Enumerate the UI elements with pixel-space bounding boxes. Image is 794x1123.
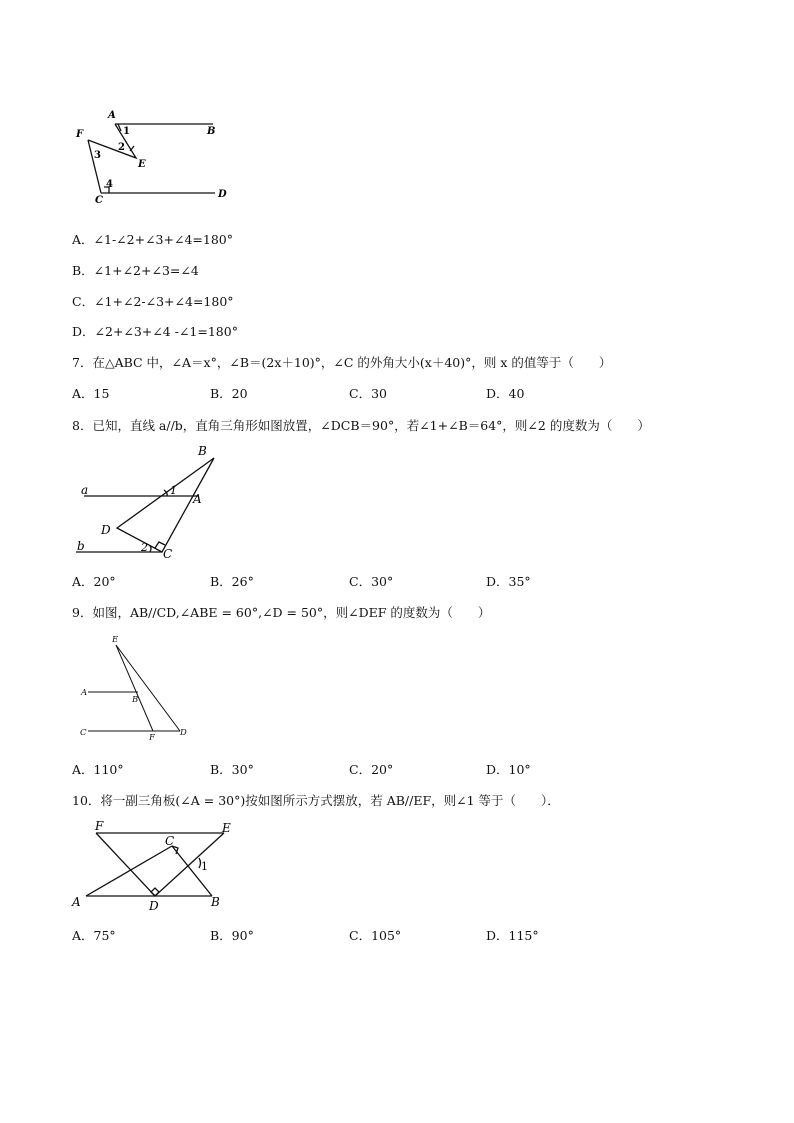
q10-label-C: C xyxy=(165,834,175,848)
q9-label-B: B xyxy=(132,695,139,705)
q8-label-C: C xyxy=(163,547,173,561)
q8-label-a: a xyxy=(81,483,89,497)
q10-label-A: A xyxy=(72,895,81,909)
q9-option-c[interactable]: C．20° xyxy=(349,762,394,777)
q10-angle-1: 1 xyxy=(201,860,208,873)
q7-option-a[interactable]: A．15 xyxy=(72,386,110,401)
q6-label-C: C xyxy=(95,195,103,206)
q7-question: 7．在△ABC 中，∠A＝x°，∠B＝(2x＋10)°，∠C 的外角大小(x＋40)°，则 x 的值等于（ ） xyxy=(72,355,612,370)
q10-label-B: B xyxy=(211,895,220,909)
q9-label-D: D xyxy=(180,728,187,738)
q6-label-E: E xyxy=(138,159,146,170)
q10-label-D: D xyxy=(149,899,159,913)
q10-question: 10．将一副三角板(∠A = 30°)按如图所示方式摆放，若 AB//EF，则∠1 等于（ ）． xyxy=(72,793,560,808)
q6-angle-1: 1 xyxy=(123,126,130,137)
q9-label-A: A xyxy=(81,688,88,698)
q9-option-d[interactable]: D．10° xyxy=(486,762,531,777)
q9-option-b[interactable]: B．30° xyxy=(210,762,254,777)
q6-option-c[interactable]: C．∠1+∠2-∠3+∠4=180° xyxy=(72,294,234,309)
q7-option-d[interactable]: D．40 xyxy=(486,386,525,401)
q8-label-b: b xyxy=(77,539,85,553)
q8-option-b[interactable]: B．26° xyxy=(210,574,254,589)
q8-option-a[interactable]: A．20° xyxy=(72,574,116,589)
q8-option-c[interactable]: C．30° xyxy=(349,574,394,589)
q6-angle-2: 2 xyxy=(118,142,125,153)
q6-label-D: D xyxy=(218,189,227,200)
q8-angle-1: 1 xyxy=(170,484,177,497)
q8-label-D: D xyxy=(101,523,111,537)
q8-question: 8．已知，直线 a//b，直角三角形如图放置，∠DCB＝90°，若∠1+∠B＝64°，则∠2 的度数为（ ） xyxy=(72,418,650,433)
q9-option-a[interactable]: A．110° xyxy=(72,762,124,777)
q8-label-A: A xyxy=(193,492,202,506)
q10-option-b[interactable]: B．90° xyxy=(210,928,254,943)
q8-label-B: B xyxy=(198,444,207,458)
q6-angle-4: 4 xyxy=(106,179,113,190)
q8-angle-2: 2 xyxy=(141,541,148,554)
q10-option-c[interactable]: C．105° xyxy=(349,928,402,943)
q10-label-F: F xyxy=(95,819,104,833)
q9-question: 9．如图，AB//CD,∠ABE = 60°,∠D = 50°，则∠DEF 的度数为（ ） xyxy=(72,605,491,620)
q9-label-E: E xyxy=(112,635,119,645)
q10-option-d[interactable]: D．115° xyxy=(486,928,539,943)
q6-option-b[interactable]: B．∠1+∠2+∠3=∠4 xyxy=(72,263,199,278)
q6-label-F: F xyxy=(76,129,84,140)
q10-label-E: E xyxy=(222,821,231,835)
q10-option-a[interactable]: A．75° xyxy=(72,928,116,943)
q6-label-A: A xyxy=(108,110,116,121)
q7-option-b[interactable]: B．20 xyxy=(210,386,248,401)
q6-option-d[interactable]: D．∠2+∠3+∠4 -∠1=180° xyxy=(72,324,238,339)
q6-label-B: B xyxy=(207,126,216,137)
q6-angle-3: 3 xyxy=(94,150,101,161)
q9-label-F: F xyxy=(149,733,155,743)
q7-option-c[interactable]: C．30 xyxy=(349,386,387,401)
q6-option-a[interactable]: A．∠1-∠2+∠3+∠4=180° xyxy=(72,232,233,247)
q9-label-C: C xyxy=(80,728,87,738)
q8-option-d[interactable]: D．35° xyxy=(486,574,531,589)
